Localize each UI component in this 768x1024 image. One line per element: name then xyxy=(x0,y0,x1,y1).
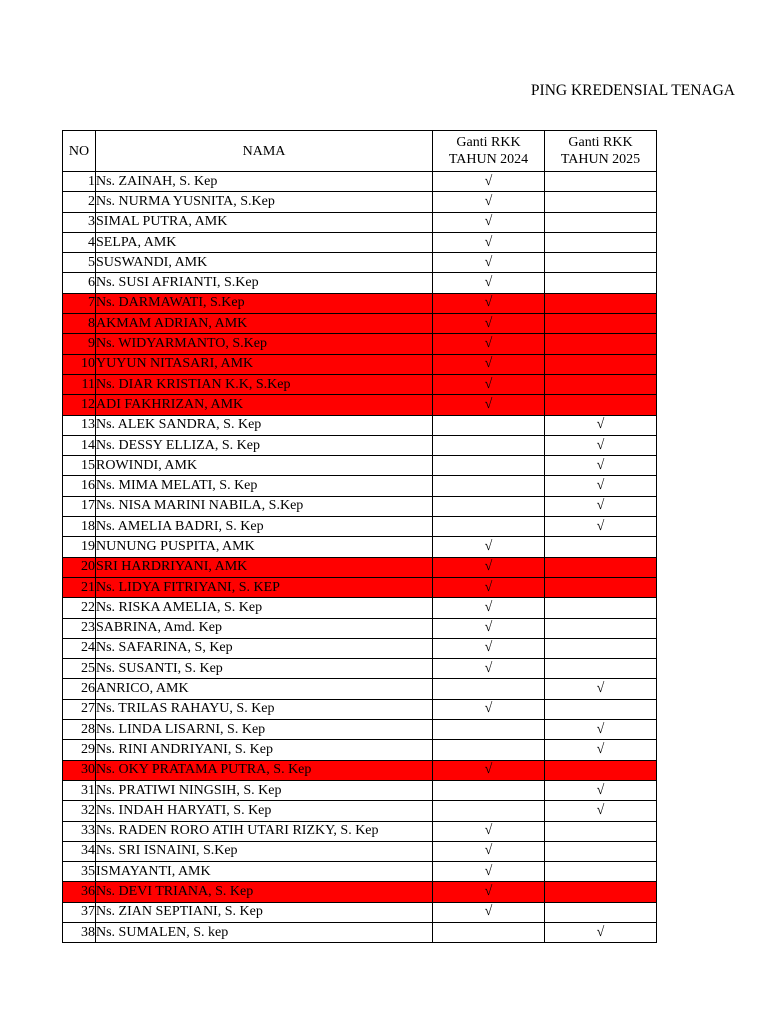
row-number-cell: 35 xyxy=(63,862,96,882)
rkk-2024-cell: √ xyxy=(433,395,545,415)
name-cell: YUYUN NITASARI, AMK xyxy=(96,354,433,374)
row-number-cell: 15 xyxy=(63,456,96,476)
rkk-2025-cell xyxy=(545,699,657,719)
rkk-2024-cell: √ xyxy=(433,172,545,192)
table-row xyxy=(63,821,657,841)
row-number-cell: 6 xyxy=(63,273,96,293)
table-row xyxy=(63,476,657,496)
table-row xyxy=(63,902,657,922)
row-number-cell: 26 xyxy=(63,679,96,699)
table-row xyxy=(63,374,657,394)
row-number-cell: 19 xyxy=(63,537,96,557)
rkk-2025-cell xyxy=(545,192,657,212)
rkk-2024-cell xyxy=(433,679,545,699)
row-number-cell: 17 xyxy=(63,496,96,516)
rkk-2025-cell xyxy=(545,821,657,841)
header-rkk-2024-line2: TAHUN 2024 xyxy=(448,152,529,167)
rkk-2024-cell: √ xyxy=(433,212,545,232)
name-cell: Ns. SUMALEN, S. kep xyxy=(96,922,433,942)
row-number-cell: 32 xyxy=(63,801,96,821)
table-row xyxy=(63,354,657,374)
table-row xyxy=(63,253,657,273)
rkk-2024-cell: √ xyxy=(433,618,545,638)
rkk-2024-cell: √ xyxy=(433,232,545,252)
row-number-cell: 23 xyxy=(63,618,96,638)
name-cell: SRI HARDRIYANI, AMK xyxy=(96,557,433,577)
rkk-2025-cell xyxy=(545,760,657,780)
row-number-cell: 5 xyxy=(63,253,96,273)
rkk-2025-cell xyxy=(545,577,657,597)
rkk-2024-cell xyxy=(433,415,545,435)
row-number-cell: 27 xyxy=(63,699,96,719)
table-body xyxy=(63,172,657,943)
rkk-2025-cell xyxy=(545,537,657,557)
rkk-2025-cell xyxy=(545,314,657,334)
row-number-cell: 18 xyxy=(63,517,96,537)
row-number-cell: 14 xyxy=(63,435,96,455)
row-number-cell: 12 xyxy=(63,395,96,415)
name-cell: ISMAYANTI, AMK xyxy=(96,862,433,882)
name-cell: Ns. MIMA MELATI, S. Kep xyxy=(96,476,433,496)
name-cell: Ns. LINDA LISARNI, S. Kep xyxy=(96,720,433,740)
table-row xyxy=(63,922,657,942)
rkk-2025-cell xyxy=(545,212,657,232)
name-cell: ANRICO, AMK xyxy=(96,679,433,699)
row-number-cell: 21 xyxy=(63,577,96,597)
name-cell: SELPA, AMK xyxy=(96,232,433,252)
row-number-cell: 8 xyxy=(63,314,96,334)
table-row xyxy=(63,172,657,192)
table-row xyxy=(63,699,657,719)
table-row xyxy=(63,456,657,476)
row-number-cell: 11 xyxy=(63,374,96,394)
name-cell: Ns. TRILAS RAHAYU, S. Kep xyxy=(96,699,433,719)
name-cell: ROWINDI, AMK xyxy=(96,456,433,476)
rkk-2025-cell xyxy=(545,172,657,192)
rkk-2024-cell: √ xyxy=(433,598,545,618)
rkk-2025-cell: √ xyxy=(545,476,657,496)
table-row xyxy=(63,557,657,577)
row-number-cell: 4 xyxy=(63,232,96,252)
rkk-2024-cell: √ xyxy=(433,334,545,354)
name-cell: Ns. SAFARINA, S, Kep xyxy=(96,638,433,658)
table-row xyxy=(63,273,657,293)
rkk-2025-cell: √ xyxy=(545,780,657,800)
name-cell: NUNUNG PUSPITA, AMK xyxy=(96,537,433,557)
table-row xyxy=(63,517,657,537)
table-row xyxy=(63,720,657,740)
rkk-2024-cell: √ xyxy=(433,537,545,557)
credential-table xyxy=(62,130,657,943)
table-row xyxy=(63,679,657,699)
name-cell: AKMAM ADRIAN, AMK xyxy=(96,314,433,334)
rkk-2024-cell xyxy=(433,476,545,496)
rkk-2025-cell xyxy=(545,598,657,618)
header-rkk-2025 xyxy=(545,131,657,172)
rkk-2025-cell xyxy=(545,882,657,902)
rkk-2025-cell: √ xyxy=(545,740,657,760)
name-cell: Ns. DESSY ELLIZA, S. Kep xyxy=(96,435,433,455)
rkk-2025-cell: √ xyxy=(545,456,657,476)
rkk-2024-cell: √ xyxy=(433,862,545,882)
rkk-2025-cell xyxy=(545,374,657,394)
name-cell: Ns. ALEK SANDRA, S. Kep xyxy=(96,415,433,435)
rkk-2024-cell xyxy=(433,922,545,942)
row-number-cell: 25 xyxy=(63,659,96,679)
rkk-2025-cell xyxy=(545,253,657,273)
row-number-cell: 24 xyxy=(63,638,96,658)
rkk-2025-cell: √ xyxy=(545,435,657,455)
name-cell: Ns. ZIAN SEPTIANI, S. Kep xyxy=(96,902,433,922)
rkk-2024-cell xyxy=(433,496,545,516)
rkk-2024-cell: √ xyxy=(433,882,545,902)
name-cell: Ns. DEVI TRIANA, S. Kep xyxy=(96,882,433,902)
table-row xyxy=(63,841,657,861)
rkk-2024-cell: √ xyxy=(433,293,545,313)
row-number-cell: 2 xyxy=(63,192,96,212)
rkk-2025-cell xyxy=(545,293,657,313)
rkk-2025-cell xyxy=(545,618,657,638)
table-row xyxy=(63,618,657,638)
header-rkk-2025-line2: TAHUN 2025 xyxy=(560,152,641,167)
table-row xyxy=(63,212,657,232)
header-rkk-2025-line1: Ganti RKK xyxy=(568,135,633,150)
rkk-2024-cell: √ xyxy=(433,314,545,334)
header-nama: NAMA xyxy=(96,131,433,172)
table-row xyxy=(63,598,657,618)
rkk-2025-cell xyxy=(545,902,657,922)
rkk-2025-cell xyxy=(545,659,657,679)
name-cell: Ns. SRI ISNAINI, S.Kep xyxy=(96,841,433,861)
name-cell: Ns. OKY PRATAMA PUTRA, S. Kep xyxy=(96,760,433,780)
rkk-2025-cell xyxy=(545,354,657,374)
rkk-2025-cell: √ xyxy=(545,496,657,516)
row-number-cell: 37 xyxy=(63,902,96,922)
rkk-2024-cell: √ xyxy=(433,821,545,841)
name-cell: Ns. INDAH HARYATI, S. Kep xyxy=(96,801,433,821)
row-number-cell: 28 xyxy=(63,720,96,740)
name-cell: SABRINA, Amd. Kep xyxy=(96,618,433,638)
table-row xyxy=(63,192,657,212)
row-number-cell: 7 xyxy=(63,293,96,313)
name-cell: Ns. RADEN RORO ATIH UTARI RIZKY, S. Kep xyxy=(96,821,433,841)
row-number-cell: 30 xyxy=(63,760,96,780)
table-row xyxy=(63,577,657,597)
rkk-2025-cell xyxy=(545,638,657,658)
rkk-2025-cell: √ xyxy=(545,415,657,435)
rkk-2024-cell: √ xyxy=(433,760,545,780)
rkk-2024-cell: √ xyxy=(433,659,545,679)
document-title-container xyxy=(432,80,735,104)
rkk-2024-cell xyxy=(433,801,545,821)
name-cell: Ns. DARMAWATI, S.Kep xyxy=(96,293,433,313)
rkk-2024-cell: √ xyxy=(433,273,545,293)
row-number-cell: 16 xyxy=(63,476,96,496)
table-row xyxy=(63,638,657,658)
name-cell: Ns. NURMA YUSNITA, S.Kep xyxy=(96,192,433,212)
header-no: NO xyxy=(63,131,96,172)
rkk-2024-cell: √ xyxy=(433,902,545,922)
rkk-2025-cell: √ xyxy=(545,801,657,821)
row-number-cell: 33 xyxy=(63,821,96,841)
name-cell: Ns. PRATIWI NINGSIH, S. Kep xyxy=(96,780,433,800)
rkk-2025-cell xyxy=(545,232,657,252)
rkk-2024-cell: √ xyxy=(433,374,545,394)
table-row xyxy=(63,496,657,516)
row-number-cell: 3 xyxy=(63,212,96,232)
row-number-cell: 38 xyxy=(63,922,96,942)
header-rkk-2024-line1: Ganti RKK xyxy=(456,135,521,150)
name-cell: SUSWANDI, AMK xyxy=(96,253,433,273)
rkk-2024-cell: √ xyxy=(433,841,545,861)
rkk-2025-cell xyxy=(545,395,657,415)
table-row xyxy=(63,659,657,679)
rkk-2025-cell: √ xyxy=(545,720,657,740)
document-title: PING KREDENSIAL TENAGA xyxy=(530,82,735,99)
table-row xyxy=(63,395,657,415)
table-row xyxy=(63,415,657,435)
name-cell: Ns. SUSI AFRIANTI, S.Kep xyxy=(96,273,433,293)
table-row xyxy=(63,334,657,354)
table-row xyxy=(63,537,657,557)
table-row xyxy=(63,862,657,882)
row-number-cell: 31 xyxy=(63,780,96,800)
rkk-2024-cell xyxy=(433,456,545,476)
rkk-2024-cell: √ xyxy=(433,557,545,577)
table-row xyxy=(63,780,657,800)
name-cell: Ns. RINI ANDRIYANI, S. Kep xyxy=(96,740,433,760)
rkk-2024-cell: √ xyxy=(433,699,545,719)
rkk-2024-cell: √ xyxy=(433,253,545,273)
rkk-2025-cell xyxy=(545,273,657,293)
table-row xyxy=(63,293,657,313)
name-cell: Ns. AMELIA BADRI, S. Kep xyxy=(96,517,433,537)
table-row xyxy=(63,740,657,760)
table-row xyxy=(63,232,657,252)
row-number-cell: 1 xyxy=(63,172,96,192)
rkk-2025-cell: √ xyxy=(545,679,657,699)
name-cell: Ns. NISA MARINI NABILA, S.Kep xyxy=(96,496,433,516)
rkk-2024-cell: √ xyxy=(433,354,545,374)
row-number-cell: 20 xyxy=(63,557,96,577)
table-header-row xyxy=(63,131,657,172)
rkk-2025-cell xyxy=(545,557,657,577)
row-number-cell: 29 xyxy=(63,740,96,760)
rkk-2024-cell: √ xyxy=(433,192,545,212)
rkk-2024-cell: √ xyxy=(433,638,545,658)
rkk-2024-cell xyxy=(433,720,545,740)
name-cell: Ns. LIDYA FITRIYANI, S. KEP xyxy=(96,577,433,597)
rkk-2025-cell: √ xyxy=(545,517,657,537)
rkk-2025-cell xyxy=(545,334,657,354)
rkk-2025-cell xyxy=(545,862,657,882)
table-row xyxy=(63,760,657,780)
name-cell: Ns. SUSANTI, S. Kep xyxy=(96,659,433,679)
table-row xyxy=(63,314,657,334)
rkk-2024-cell xyxy=(433,740,545,760)
rkk-2024-cell xyxy=(433,435,545,455)
table-row xyxy=(63,882,657,902)
name-cell: Ns. ZAINAH, S. Kep xyxy=(96,172,433,192)
rkk-2024-cell xyxy=(433,517,545,537)
name-cell: Ns. DIAR KRISTIAN K.K, S.Kep xyxy=(96,374,433,394)
name-cell: Ns. RISKA AMELIA, S. Kep xyxy=(96,598,433,618)
rkk-2025-cell: √ xyxy=(545,922,657,942)
name-cell: ADI FAKHRIZAN, AMK xyxy=(96,395,433,415)
rkk-2025-cell xyxy=(545,841,657,861)
name-cell: Ns. WIDYARMANTO, S.Kep xyxy=(96,334,433,354)
table-row xyxy=(63,801,657,821)
table-row xyxy=(63,435,657,455)
row-number-cell: 9 xyxy=(63,334,96,354)
row-number-cell: 13 xyxy=(63,415,96,435)
row-number-cell: 36 xyxy=(63,882,96,902)
header-rkk-2024 xyxy=(433,131,545,172)
rkk-2024-cell: √ xyxy=(433,577,545,597)
row-number-cell: 34 xyxy=(63,841,96,861)
rkk-2024-cell xyxy=(433,780,545,800)
row-number-cell: 10 xyxy=(63,354,96,374)
name-cell: SIMAL PUTRA, AMK xyxy=(96,212,433,232)
row-number-cell: 22 xyxy=(63,598,96,618)
